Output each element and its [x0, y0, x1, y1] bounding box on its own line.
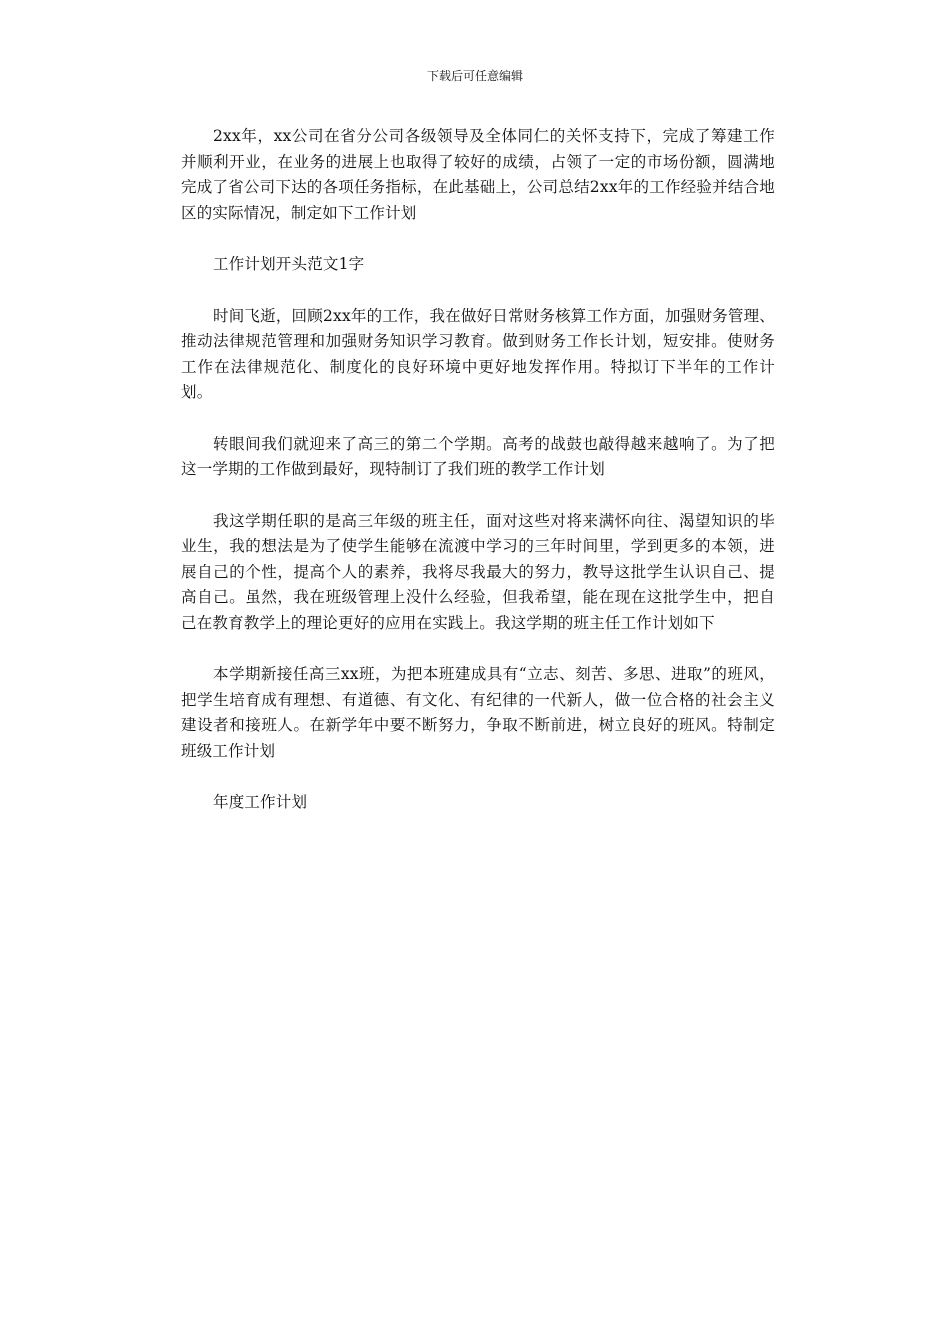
- header-note: 下载后可任意编辑: [426, 69, 523, 83]
- paragraph-class-teacher: 我这学期任职的是高三年级的班主任，面对这些对将来满怀向往、渴望知识的毕业生，我的想法是为了使学生能够在流渡中学习的三年时间里，学到更多的本领，进展自己的个性，提高个人的素养，我将尽我最大的努力，教导这批学生认识自己、提高自己。虽然，我在班级管理上没什么经验，但我希望，能在现在这批学生中，把自己在教育教学上的理论更好的应用在实践上。我这学期的班主任工作计划如下: [181, 511, 775, 632]
- paragraph-annual-plan: 年度工作计划: [213, 793, 308, 811]
- paragraph-finance-plan: 时间飞逝，回顾2xx年的工作，我在做好日常财务核算工作方面，加强财务管理、推动法律规范管理和加强财务知识学习教育。做到财务工作长计划，短安排。使财务工作在法律规范化、制度化的良好环境中更好地发挥作用。特拟订下半年的工作计划。: [181, 306, 775, 401]
- paragraph-class-culture: 本学期新接任高三xx班，为把本班建成具有“立志、刻苦、多思、进取”的班风，把学生培育成有理想、有道德、有文化、有纪律的一代新人，做一位合格的社会主义建设者和接班人。在新学年中要不断努力，争取不断前进，树立良好的班风。特制定班级工作计划: [181, 665, 775, 760]
- paragraph-intro: 2xx年，xx公司在省分公司各级领导及全体同仁的关怀支持下，完成了筹建工作并顺利开业，在业务的进展上也取得了较好的成绩，占领了一定的市场份额，圆满地完成了省公司下达的各项任务指标，在此基础上，公司总结2xx年的工作经验并结合地区的实际情况，制定如下工作计划: [181, 127, 775, 222]
- paragraph-subheading-sample: 工作计划开头范文1字: [213, 255, 365, 273]
- paragraph-semester-intro: 转眼间我们就迎来了高三的第二个学期。高考的战鼓也敲得越来越响了。为了把这一学期的工作做到最好，现特制订了我们班的教学工作计划: [181, 434, 775, 478]
- document-body: [181, 124, 775, 842]
